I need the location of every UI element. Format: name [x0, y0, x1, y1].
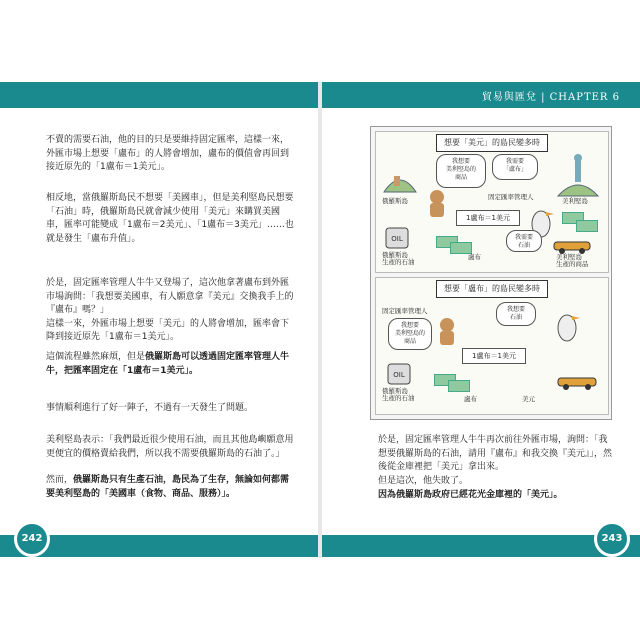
manager-label-bottom: 固定匯率管理人	[382, 307, 428, 315]
oil-barrel-label: OIL	[391, 235, 403, 243]
left-paragraph-1: 不賣的需要石油，他的目的只是要維持固定匯率，這樣一來，外匯市場上想要「盧布」的人將會增加，盧布的價值會再回到接近原先的「1盧布＝1美元」。	[46, 135, 290, 172]
right-paragraph-2: 但是這次，他失敗了。	[378, 476, 469, 486]
left-paragraph-3: 於是，固定匯率管理人牛牛又登場了，這次他拿著盧布到外匯市場詢問：「我想要美國車，有人願意拿『美元』交換我手上的『盧布』嗎？」 這樣一來，外匯市場上想要「美元」的人將會增加，匯率會下降到接近原先「1盧布＝1美元」。	[46, 278, 294, 342]
bottom-panel	[375, 277, 609, 415]
bird-character-icon	[552, 306, 582, 346]
russia-oil-label: 俄羅斯島 生產的石油	[382, 251, 415, 266]
left-paragraph-4: 這個流程雖然麻煩，但是俄羅斯島可以透過固定匯率管理人牛牛，把匯率固定在「1盧布＝1美元」。	[46, 352, 290, 376]
top-panel	[375, 131, 609, 273]
car-icon	[556, 372, 600, 392]
bubble-need-oil: 我需要 石油	[506, 230, 542, 252]
bubble-want-us-goods-bottom: 我想要 美利堅島的 商品	[388, 318, 432, 350]
bubble-want-us-goods: 我想要 美利堅島的 商品	[436, 154, 486, 188]
island-icon	[380, 158, 420, 198]
ruble-bill	[448, 380, 470, 392]
top-panel-title: 想要「美元」的島民變多時	[436, 134, 548, 152]
oil-barrel-label: OIL	[393, 371, 405, 379]
left-paragraph-6: 美利堅島表示：「我們最近很少使用石油，而且其他島嶼願意用更便宜的價格賣給我們，所以我不需要俄羅斯島的石油了。」	[46, 435, 294, 459]
ruble-label-top: 盧布	[468, 253, 481, 261]
manager-label-top: 固定匯率管理人	[488, 193, 534, 201]
dollar-bill	[576, 220, 598, 232]
us-goods-label: 美利堅島 生產的商品	[556, 253, 589, 268]
left-paragraph-2: 相反地，當俄羅斯島民不想要「美國車」，但是美利堅島民想要「石油」時，俄羅斯島民就會減少使用「美元」來購買美國車，匯率可能變成「1盧布＝2美元」、「1盧布＝3美元」……也就是發生「盧布升值」。	[46, 193, 294, 244]
us-island-label: 美利堅島	[562, 197, 588, 205]
bear-character-icon	[426, 188, 448, 218]
bubble-want-oil: 我想要 石油	[496, 302, 536, 326]
oil-barrel-icon	[386, 362, 412, 386]
dollar-label-bottom: 美元	[522, 395, 535, 403]
left-paragraph-5: 事情順利進行了好一陣子，不過有一天發生了問題。	[46, 403, 254, 413]
page-number-left: 242	[14, 521, 50, 557]
ruble-label-bottom: 盧布	[464, 395, 477, 403]
book-spine	[318, 82, 322, 558]
car-icon	[552, 236, 592, 254]
bottom-panel-title: 想要「盧布」的島民變多時	[436, 280, 548, 298]
chapter-header: 貿易與匯兌 | CHAPTER 6	[481, 92, 620, 103]
header-bar-left	[0, 82, 318, 108]
bear-character-icon	[436, 316, 458, 346]
exchange-rate-top: 1盧布＝1美元	[456, 210, 520, 226]
page-number-right: 243	[594, 521, 630, 557]
left-paragraph-7: 然而，俄羅斯島只有生產石油，島民為了生存，無論如何都需要美利堅島的「美國車（食物、商品、服務）」。	[46, 475, 290, 499]
illustration-figure	[370, 126, 612, 420]
russia-island-label: 俄羅斯島	[382, 197, 408, 205]
russia-oil-label-bottom: 俄羅斯島 生產的石油	[382, 387, 415, 402]
exchange-rate-bottom: 1盧布＝1美元	[462, 348, 526, 364]
oil-barrel-icon	[384, 226, 410, 250]
bubble-need-ruble: 我需要 「盧布」	[492, 154, 538, 180]
statue-icon	[556, 152, 600, 198]
right-paragraph-1: 於是，固定匯率管理人牛牛再次前往外匯市場，詢問：「我想要俄羅斯島的石油，請用『盧布』和我交換『美元』」，然後從金庫裡把「美元」拿出來。	[378, 435, 613, 472]
right-paragraph-3: 因為俄羅斯島政府已經花光金庫裡的「美元」。	[378, 490, 563, 500]
footer-bar-right	[322, 535, 640, 557]
